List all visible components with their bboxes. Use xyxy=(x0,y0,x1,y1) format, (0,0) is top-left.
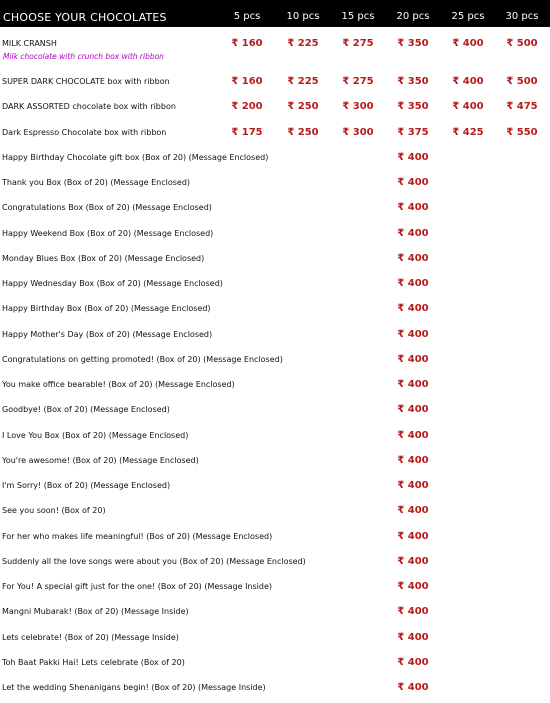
menu-item-row xyxy=(0,506,550,526)
item-name: I Love You Box (Box of 20) (Message Enclosed) xyxy=(2,430,189,440)
column-header-5-pcs: 5 pcs xyxy=(233,11,261,22)
column-header-15-pcs: 15 pcs xyxy=(341,11,375,22)
menu-item-row xyxy=(0,254,550,274)
menu-item-row xyxy=(0,456,550,476)
item-name: DARK ASSORTED chocolate box with ribbon xyxy=(2,102,176,112)
menu-item-row xyxy=(0,532,550,552)
item-price: ₹ 275 xyxy=(342,76,374,87)
item-name: Dark Espresso Chocolate box with ribbon xyxy=(2,127,167,137)
item-name: For You! A special gift just for the one! (Box of 20) (Message Inside) xyxy=(2,582,273,591)
menu-item-row xyxy=(0,557,550,577)
item-price: ₹ 400 xyxy=(397,606,429,618)
item-subtitle: Milk chocolate with crunch box with ribbon xyxy=(3,52,164,61)
menu-item-row xyxy=(0,658,550,678)
item-name: Thank you Box (Box of 20) (Message Enclosed) xyxy=(2,178,191,187)
item-price: ₹ 400 xyxy=(397,177,429,188)
item-name: SUPER DARK CHOCOLATE box with ribbon xyxy=(2,77,170,86)
item-name: Monday Blues Box (Box of 20) (Message Enclosed) xyxy=(2,253,205,263)
item-name: Goodbye! (Box of 20) (Message Enclosed) xyxy=(2,405,170,415)
item-price: ₹ 400 xyxy=(397,202,429,214)
menu-item-row xyxy=(0,39,550,59)
item-price: ₹ 500 xyxy=(506,76,538,87)
item-name: See you soon! (Box of 20) xyxy=(2,506,106,516)
item-name: Lets celebrate! (Box of 20) (Message Inside) xyxy=(2,632,179,642)
item-name: Mangni Mubarak! (Box of 20) (Message Inside) xyxy=(2,607,189,617)
menu-item-row xyxy=(0,330,550,350)
item-price: ₹ 275 xyxy=(342,38,374,49)
item-price: ₹ 400 xyxy=(397,555,429,567)
item-name: You're awesome! (Box of 20) (Message Enclosed) xyxy=(2,455,199,465)
item-price: ₹ 400 xyxy=(397,379,429,390)
item-price: ₹ 400 xyxy=(397,303,429,315)
item-price: ₹ 500 xyxy=(506,38,538,49)
item-price: ₹ 400 xyxy=(397,581,429,592)
item-price: ₹ 160 xyxy=(231,38,263,49)
item-price: ₹ 400 xyxy=(397,151,429,163)
menu-item-row xyxy=(0,304,550,324)
item-price: ₹ 400 xyxy=(397,227,429,239)
item-price: ₹ 400 xyxy=(397,404,429,416)
item-price: ₹ 350 xyxy=(397,76,429,87)
column-header-25-pcs: 25 pcs xyxy=(451,11,485,22)
item-price: ₹ 425 xyxy=(452,126,484,138)
item-name: For her who makes life meaningful! (Bos of 20) (Message Enclosed) xyxy=(2,531,273,541)
item-name: Happy Birthday Chocolate gift box (Box of 20) (Message Enclosed) xyxy=(2,152,269,162)
item-price: ₹ 400 xyxy=(397,530,429,542)
item-price: ₹ 400 xyxy=(397,429,429,441)
menu-item-row xyxy=(0,633,550,653)
item-price: ₹ 400 xyxy=(397,252,429,264)
menu-item-row xyxy=(0,405,550,425)
item-price: ₹ 400 xyxy=(397,353,429,365)
menu-item-row xyxy=(0,178,550,198)
item-price: ₹ 300 xyxy=(342,126,374,138)
menu-item-row xyxy=(0,481,550,501)
item-name: Happy Mother's Day (Box of 20) (Message Enclosed) xyxy=(2,329,213,339)
column-header-20-pcs: 20 pcs xyxy=(396,11,430,22)
menu-item-row xyxy=(0,153,550,173)
item-price: ₹ 400 xyxy=(397,328,429,340)
menu-item-row xyxy=(0,279,550,299)
item-price: ₹ 225 xyxy=(287,76,319,87)
item-price: ₹ 400 xyxy=(397,682,429,693)
column-header-30-pcs: 30 pcs xyxy=(505,11,539,22)
item-price: ₹ 250 xyxy=(287,101,319,113)
item-price: ₹ 400 xyxy=(397,454,429,466)
item-name: Happy Wednesday Box (Box of 20) (Message Enclosed) xyxy=(2,279,223,288)
item-price: ₹ 400 xyxy=(397,656,429,668)
item-price: ₹ 250 xyxy=(287,126,319,138)
item-price: ₹ 400 xyxy=(452,76,484,87)
item-price: ₹ 350 xyxy=(397,101,429,113)
menu-item-row xyxy=(0,607,550,627)
item-price: ₹ 225 xyxy=(287,38,319,49)
item-price: ₹ 160 xyxy=(231,76,263,87)
item-name: Toh Baat Pakki Hai! Lets celebrate (Box of 20) xyxy=(2,657,185,667)
menu-item-row xyxy=(0,77,550,97)
menu-header xyxy=(0,0,550,27)
item-price: ₹ 300 xyxy=(342,101,374,113)
menu-item-row xyxy=(0,128,550,148)
menu-item-row xyxy=(0,380,550,400)
item-price: ₹ 200 xyxy=(231,101,263,113)
menu-item-row xyxy=(0,102,550,122)
column-header-10-pcs: 10 pcs xyxy=(286,11,320,22)
item-name: You make office bearable! (Box of 20) (Message Enclosed) xyxy=(2,380,235,389)
item-price: ₹ 400 xyxy=(452,38,484,49)
item-price: ₹ 475 xyxy=(506,101,538,113)
item-price: ₹ 400 xyxy=(452,101,484,113)
menu-item-row xyxy=(0,683,550,703)
item-name: I'm Sorry! (Box of 20) (Message Enclosed) xyxy=(2,481,171,490)
item-price: ₹ 375 xyxy=(397,126,429,138)
item-price: ₹ 400 xyxy=(397,631,429,643)
item-price: ₹ 175 xyxy=(231,126,263,138)
menu-item-row xyxy=(0,203,550,223)
item-price: ₹ 400 xyxy=(397,480,429,491)
item-name: MILK CRANSH xyxy=(2,39,57,48)
menu-item-row xyxy=(0,582,550,602)
item-price: ₹ 400 xyxy=(397,505,429,517)
item-name: Happy Birthday Box (Box of 20) (Message Enclosed) xyxy=(2,304,211,314)
item-name: Happy Weekend Box (Box of 20) (Message Enclosed) xyxy=(2,228,214,238)
menu-item-row xyxy=(0,355,550,375)
item-name: Congratulations Box (Box of 20) (Message Enclosed) xyxy=(2,203,212,213)
menu-item-row xyxy=(0,431,550,451)
item-price: ₹ 400 xyxy=(397,278,429,289)
menu-title: CHOOSE YOUR CHOCOLATES xyxy=(3,11,167,24)
item-name: Let the wedding Shenanigans begin! (Box of 20) (Message Inside) xyxy=(2,683,266,692)
item-price: ₹ 550 xyxy=(506,126,538,138)
menu-item-row xyxy=(0,229,550,249)
item-name: Congratulations on getting promoted! (Box of 20) (Message Enclosed) xyxy=(2,354,283,364)
item-name: Suddenly all the love songs were about you (Box of 20) (Message Enclosed) xyxy=(2,556,306,566)
item-price: ₹ 350 xyxy=(397,38,429,49)
